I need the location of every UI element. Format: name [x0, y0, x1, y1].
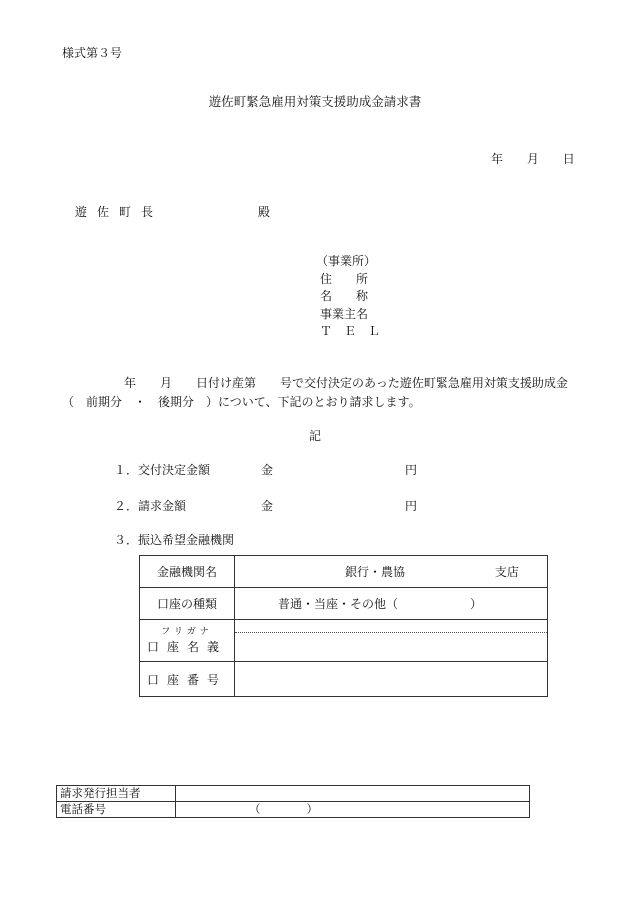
- contact-phone-value: （ ）: [249, 802, 318, 816]
- item-claim-amount-label: ２．請求金額: [114, 499, 187, 513]
- date-line: [491, 150, 575, 167]
- bank-table: [139, 555, 548, 697]
- item-grant-amount-suffix: 円: [405, 463, 418, 477]
- branch-label: 支店: [494, 565, 519, 579]
- table-row: [57, 786, 530, 802]
- date-day: 日: [562, 152, 575, 166]
- table-row: [140, 588, 548, 620]
- table-row: [140, 620, 548, 662]
- ki-heading: 記: [308, 429, 321, 443]
- contact-person-label: 請求発行担当者: [57, 786, 176, 802]
- addressee: 遊佐町長: [75, 205, 164, 219]
- contact-table: [56, 785, 530, 818]
- institution-label: 金融機関名: [140, 556, 235, 588]
- date-month: 月: [526, 152, 539, 166]
- account-type-label: 口座の種類: [140, 588, 235, 620]
- account-number-field[interactable]: [235, 662, 548, 697]
- contact-phone-label: 電話番号: [57, 802, 176, 818]
- table-row: [140, 662, 548, 697]
- account-holder-label: 口座名義: [146, 639, 227, 654]
- furigana-label: フリガナ: [161, 626, 213, 637]
- item-claim-amount-prefix: 金: [261, 499, 274, 513]
- body-line-1: 年 月 日付け産第 号で交付決定のあった遊佐町緊急雇用対策支援助成金: [124, 376, 568, 390]
- item-grant-amount-label: １．交付決定金額: [114, 463, 211, 477]
- account-type-options: 普通・当座・その他（ ）: [278, 597, 483, 611]
- applicant-header: （事業所）: [316, 254, 377, 268]
- date-year: 年: [491, 152, 504, 166]
- applicant-block: [316, 253, 380, 341]
- furigana-divider: [235, 620, 547, 661]
- applicant-name-label: 名 称: [320, 289, 369, 303]
- table-row: [140, 556, 548, 588]
- applicant-address-label: 住 所: [320, 271, 369, 286]
- form-number: 様式第３号: [62, 46, 123, 60]
- institution-value: 銀行・農協: [345, 565, 406, 579]
- account-number-label: 口座番号: [140, 662, 235, 697]
- body-line-2: （ 前期分 ・ 後期分 ）について、下記のとおり請求します。: [62, 395, 421, 409]
- account-type-field[interactable]: [235, 588, 548, 620]
- item-claim-amount-suffix: 円: [405, 499, 418, 513]
- table-row: [57, 802, 530, 818]
- account-holder-field[interactable]: [235, 620, 548, 662]
- document-title: 遊佐町緊急雇用対策支援助成金請求書: [208, 94, 422, 109]
- honorific: 殿: [258, 205, 271, 219]
- body-text: [62, 374, 568, 412]
- account-holder-label-cell: [140, 620, 235, 662]
- applicant-owner-label: 事業主名: [320, 306, 369, 321]
- item-bank-label: ３．振込希望金融機関: [114, 533, 235, 547]
- applicant-tel-label: Ｔ Ｅ Ｌ: [320, 324, 381, 338]
- contact-person-field[interactable]: [176, 786, 530, 802]
- item-grant-amount-prefix: 金: [261, 463, 274, 477]
- contact-phone-field[interactable]: [176, 802, 530, 818]
- institution-field[interactable]: [235, 556, 548, 588]
